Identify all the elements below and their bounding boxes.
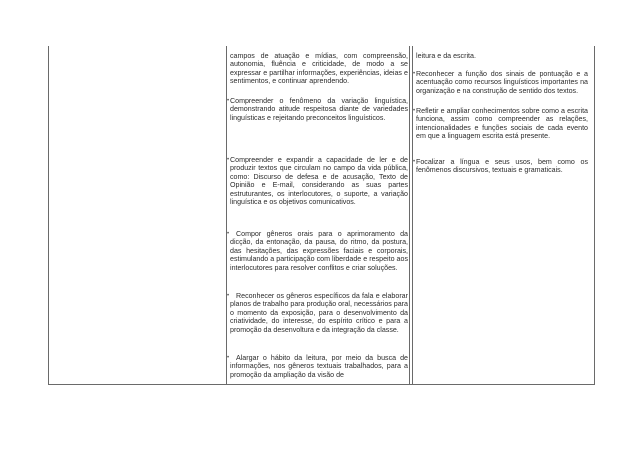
skill-text-2: Reconhecer a função dos sinais de pontuação e a acentuação como recursos linguísticos importantes na organização e na construção de sentido dos textos. bbox=[416, 70, 588, 95]
objective-text-4: Compor gêneros orais para o aprimoramento da dicção, da entonação, da pausa, do ritmo, da postura, das hesitações, das expressões faciais e corporais, estimulando a participação com liberdade e respeito aos interlocutores para resolver conflitos e criar soluções. bbox=[230, 230, 408, 272]
objective-text-5: Reconhecer os gêneros específicos da fala e elaborar planos de trabalho para produção oral, necessários para o momento da exposição, para o desenvolvimento da criatividade, do interesse, do espírito crítico e para a promoção da desenvoltura e da integração da classe. bbox=[230, 292, 408, 334]
table-border-right bbox=[594, 46, 595, 384]
bullet-icon: • bbox=[227, 98, 230, 104]
table-border-bottom bbox=[48, 384, 595, 385]
table-border-left bbox=[48, 46, 49, 384]
skill-text-1: leitura e da escrita. bbox=[416, 52, 476, 60]
objective-text-6: Alargar o hábito da leitura, por meio da busca de informações, nos gêneros textuais trabalhados, para a promoção da ampliação da visão de bbox=[230, 354, 408, 379]
skill-text-3: Refletir e ampliar conhecimentos sobre como a escrita funciona, assim como compreender as relações, intencionalidades e funções sociais de cada evento em que a linguagem escrita está presente. bbox=[416, 107, 588, 141]
skill-text-4: Focalizar a língua e seus usos, bem como os fenômenos discursivos, textuais e gramaticais. bbox=[416, 158, 588, 175]
column-divider-2b bbox=[412, 46, 416, 384]
bullet-icon: • bbox=[227, 355, 230, 361]
bullet-icon: • bbox=[227, 293, 230, 299]
objective-text-2: Compreender o fenômeno da variação linguística, demonstrando atitude respeitosa diante de variedades linguísticas e rejeitando preconceitos linguísticos. bbox=[230, 97, 408, 122]
objective-text-3: Compreender e expandir a capacidade de ler e de produzir textos que circulam no campo da vida pública, como: Discurso de defesa e de acusação, Texto de Opinião e E-mail, considerando as suas partes estruturantes, os interlocutores, o suporte, a variação linguística e os objetivos comunicativos. bbox=[230, 156, 408, 207]
bullet-icon: • bbox=[227, 157, 230, 163]
column-divider-2 bbox=[409, 46, 410, 384]
bullet-icon: • bbox=[413, 159, 416, 165]
bullet-icon: • bbox=[413, 108, 416, 114]
bullet-icon: • bbox=[413, 71, 416, 77]
bullet-icon: • bbox=[227, 231, 230, 237]
objective-text-1: campos de atuação e mídias, com compreensão, autonomia, fluência e criticidade, de modo a se expressar e partilhar informações, experiências, ideias e sentimentos, e continuar aprendendo. bbox=[230, 52, 408, 86]
